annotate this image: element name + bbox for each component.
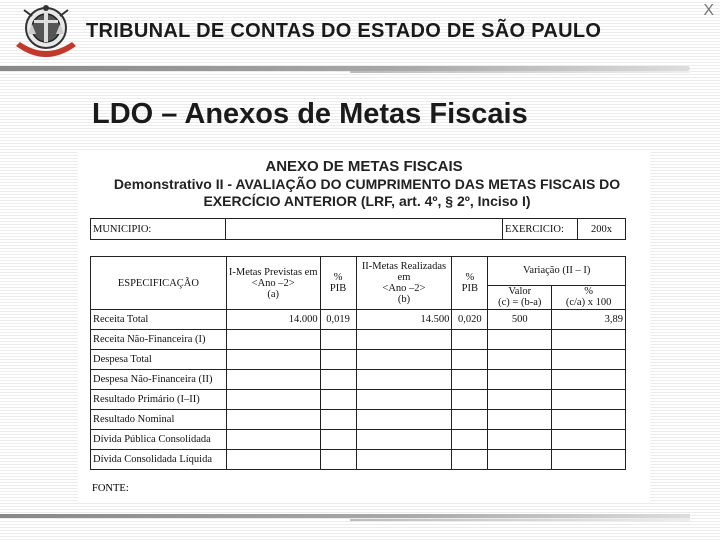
- cell-spec: Despesa Não-Financeira (II): [91, 370, 227, 390]
- tce-logo: [10, 2, 82, 66]
- cell-prev: [226, 390, 320, 410]
- cell-spec: Receita Total: [91, 310, 227, 330]
- cell-pib1: [320, 390, 356, 410]
- cell-real: [356, 330, 452, 350]
- close-icon[interactable]: X: [703, 2, 714, 19]
- cell-pib2: [452, 410, 488, 430]
- cell-pib2: [452, 430, 488, 450]
- cell-prev: [226, 410, 320, 430]
- cell-valor: [488, 410, 552, 430]
- cell-pct: [552, 390, 626, 410]
- cell-pct: [552, 370, 626, 390]
- cell-prev: [226, 430, 320, 450]
- fonte-label: FONTE:: [92, 483, 129, 494]
- cell-valor: [488, 390, 552, 410]
- cell-pib1: [320, 430, 356, 450]
- cell-pib2: [452, 390, 488, 410]
- table-row: [91, 410, 626, 430]
- cell-pct: 3,89: [552, 310, 626, 330]
- cell-pib1: 0,019: [320, 310, 356, 330]
- cell-real: [356, 430, 452, 450]
- table-row: [91, 390, 626, 410]
- slide-title: LDO – Anexos de Metas Fiscais: [92, 98, 528, 130]
- table-row: [91, 450, 626, 470]
- cell-prev: [226, 450, 320, 470]
- header-percentual: % (c/a) x 100: [552, 285, 626, 309]
- annex-panel: [78, 152, 650, 502]
- cell-spec: Resultado Nominal: [91, 410, 227, 430]
- header-pib-2: % PIB: [452, 257, 488, 310]
- cell-pib1: [320, 410, 356, 430]
- cell-pct: [552, 430, 626, 450]
- cell-pib2: [452, 450, 488, 470]
- cell-valor: [488, 330, 552, 350]
- header-metas-previstas: I-Metas Previstas em <Ano –2> (a): [226, 257, 320, 310]
- cell-pib1: [320, 450, 356, 470]
- footer-divider: [0, 514, 690, 518]
- cell-pib2: [452, 330, 488, 350]
- cell-real: [356, 410, 452, 430]
- cell-valor: [488, 350, 552, 370]
- table-row: [91, 370, 626, 390]
- cell-spec: Resultado Primário (I–II): [91, 390, 227, 410]
- header-pib-1: % PIB: [320, 257, 356, 310]
- cell-pib2: [452, 350, 488, 370]
- cell-prev: [226, 370, 320, 390]
- municipio-value: [226, 219, 503, 240]
- table-row: [91, 310, 626, 330]
- cell-prev: [226, 330, 320, 350]
- header-title: TRIBUNAL DE CONTAS DO ESTADO DE SÃO PAULO: [86, 20, 602, 42]
- cell-pct: [552, 450, 626, 470]
- cell-spec: Receita Não-Financeira (I): [91, 330, 227, 350]
- cell-valor: [488, 450, 552, 470]
- header-valor: Valor (c) = (b-a): [488, 285, 552, 309]
- header-divider-accent: [350, 71, 690, 73]
- cell-valor: 500: [488, 310, 552, 330]
- municipio-label: MUNICIPIO:: [91, 219, 226, 240]
- cell-pib1: [320, 370, 356, 390]
- cell-real: [356, 390, 452, 410]
- annex-subtitle: Demonstrativo II - AVALIAÇÃO DO CUMPRIMENTO DAS METAS FISCAIS DO EXERCÍCIO ANTERIOR (LRF, art. 4º, § 2º, Inciso I): [113, 176, 621, 209]
- cell-real: 14.500: [356, 310, 452, 330]
- footer-divider-accent: [350, 519, 690, 521]
- cell-prev: [226, 350, 320, 370]
- municipio-table: [90, 218, 626, 240]
- cell-pct: [552, 350, 626, 370]
- cell-valor: [488, 430, 552, 450]
- cell-real: [356, 350, 452, 370]
- table-row: [91, 430, 626, 450]
- metas-table: [90, 256, 626, 470]
- annex-title: ANEXO DE METAS FISCAIS: [265, 158, 463, 175]
- cell-pib1: [320, 330, 356, 350]
- cell-pct: [552, 410, 626, 430]
- cell-pib1: [320, 350, 356, 370]
- exercicio-value: 200x: [578, 219, 626, 240]
- cell-prev: 14.000: [226, 310, 320, 330]
- cell-valor: [488, 370, 552, 390]
- cell-spec: Dívida Pública Consolidada: [91, 430, 227, 450]
- cell-spec: Dívida Consolidada Líquida: [91, 450, 227, 470]
- cell-real: [356, 450, 452, 470]
- table-row: [91, 350, 626, 370]
- cell-pct: [552, 330, 626, 350]
- table-row: [91, 330, 626, 350]
- exercicio-label: EXERCICIO:: [503, 219, 578, 240]
- cell-pib2: 0,020: [452, 310, 488, 330]
- cell-pib2: [452, 370, 488, 390]
- cell-spec: Despesa Total: [91, 350, 227, 370]
- header-especificacao: ESPECIFICAÇÃO: [91, 257, 227, 310]
- header-variacao: Variação (II – I): [488, 257, 626, 286]
- header-metas-realizadas: II-Metas Realizadas em <Ano –2> (b): [356, 257, 452, 310]
- cell-real: [356, 370, 452, 390]
